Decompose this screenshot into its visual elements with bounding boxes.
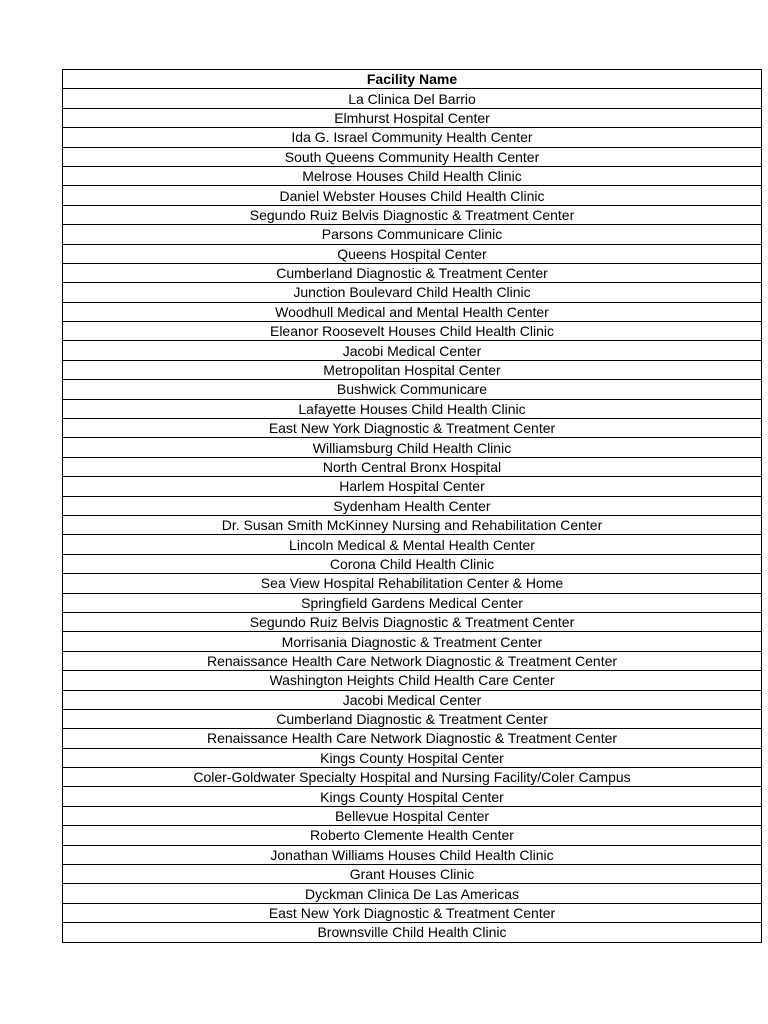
- table-row: [63, 671, 762, 690]
- table-row: [63, 380, 762, 399]
- table-row: [63, 574, 762, 593]
- facility-table: [62, 69, 762, 943]
- table-row: [63, 341, 762, 360]
- facility-name-cell: Morrisania Diagnostic & Treatment Center: [63, 632, 762, 651]
- table-row: [63, 457, 762, 476]
- table-row: [63, 419, 762, 438]
- table-row: [63, 903, 762, 922]
- facility-name-cell: Roberto Clemente Health Center: [63, 826, 762, 845]
- table-row: [63, 302, 762, 321]
- facility-name-cell: Sydenham Health Center: [63, 496, 762, 515]
- facility-name-cell: Jonathan Williams Houses Child Health Clinic: [63, 845, 762, 864]
- facility-name-cell: Grant Houses Clinic: [63, 865, 762, 884]
- facility-name-cell: Bellevue Hospital Center: [63, 806, 762, 825]
- facility-name-cell: Harlem Hospital Center: [63, 477, 762, 496]
- table-row: [63, 283, 762, 302]
- table-row: [63, 690, 762, 709]
- table-row: [63, 205, 762, 224]
- facility-name-header: Facility Name: [63, 70, 762, 89]
- facility-name-cell: Renaissance Health Care Network Diagnostic & Treatment Center: [63, 651, 762, 670]
- table-row: [63, 826, 762, 845]
- table-row: [63, 515, 762, 534]
- facility-name-cell: Eleanor Roosevelt Houses Child Health Clinic: [63, 322, 762, 341]
- spreadsheet-page: [62, 69, 762, 943]
- facility-name-cell: Lincoln Medical & Mental Health Center: [63, 535, 762, 554]
- facility-name-cell: Melrose Houses Child Health Clinic: [63, 166, 762, 185]
- table-row: [63, 438, 762, 457]
- table-row: [63, 884, 762, 903]
- table-row: [63, 787, 762, 806]
- table-row: [63, 147, 762, 166]
- facility-name-cell: Brownsville Child Health Clinic: [63, 923, 762, 942]
- facility-name-cell: Corona Child Health Clinic: [63, 554, 762, 573]
- table-row: [63, 477, 762, 496]
- facility-name-cell: Junction Boulevard Child Health Clinic: [63, 283, 762, 302]
- facility-name-cell: Elmhurst Hospital Center: [63, 108, 762, 127]
- facility-name-cell: Kings County Hospital Center: [63, 787, 762, 806]
- facility-name-cell: Springfield Gardens Medical Center: [63, 593, 762, 612]
- facility-table-body: [63, 89, 762, 942]
- table-row: [63, 845, 762, 864]
- table-row: [63, 496, 762, 515]
- facility-name-cell: South Queens Community Health Center: [63, 147, 762, 166]
- facility-name-cell: East New York Diagnostic & Treatment Center: [63, 903, 762, 922]
- facility-name-cell: Jacobi Medical Center: [63, 341, 762, 360]
- table-row: [63, 128, 762, 147]
- facility-name-cell: Queens Hospital Center: [63, 244, 762, 263]
- table-row: [63, 89, 762, 108]
- table-row: [63, 593, 762, 612]
- facility-name-cell: Metropolitan Hospital Center: [63, 360, 762, 379]
- facility-name-cell: Cumberland Diagnostic & Treatment Center: [63, 263, 762, 282]
- table-row: [63, 244, 762, 263]
- facility-name-cell: Parsons Communicare Clinic: [63, 225, 762, 244]
- table-row: [63, 748, 762, 767]
- facility-name-cell: Sea View Hospital Rehabilitation Center & Home: [63, 574, 762, 593]
- table-row: [63, 108, 762, 127]
- facility-name-cell: Lafayette Houses Child Health Clinic: [63, 399, 762, 418]
- facility-name-cell: Segundo Ruiz Belvis Diagnostic & Treatment Center: [63, 612, 762, 631]
- table-row: [63, 729, 762, 748]
- table-row: [63, 709, 762, 728]
- table-header-row: [63, 70, 762, 89]
- facility-name-cell: Bushwick Communicare: [63, 380, 762, 399]
- facility-name-cell: Kings County Hospital Center: [63, 748, 762, 767]
- facility-name-cell: North Central Bronx Hospital: [63, 457, 762, 476]
- table-row: [63, 166, 762, 185]
- facility-name-cell: Dyckman Clinica De Las Americas: [63, 884, 762, 903]
- table-row: [63, 399, 762, 418]
- facility-name-cell: Daniel Webster Houses Child Health Clinic: [63, 186, 762, 205]
- facility-name-cell: Coler-Goldwater Specialty Hospital and Nursing Facility/Coler Campus: [63, 768, 762, 787]
- facility-name-cell: La Clinica Del Barrio: [63, 89, 762, 108]
- table-row: [63, 554, 762, 573]
- table-row: [63, 322, 762, 341]
- facility-name-cell: Ida G. Israel Community Health Center: [63, 128, 762, 147]
- facility-name-cell: Woodhull Medical and Mental Health Center: [63, 302, 762, 321]
- table-row: [63, 768, 762, 787]
- table-row: [63, 225, 762, 244]
- facility-name-cell: Segundo Ruiz Belvis Diagnostic & Treatment Center: [63, 205, 762, 224]
- table-row: [63, 651, 762, 670]
- table-row: [63, 263, 762, 282]
- facility-name-cell: Williamsburg Child Health Clinic: [63, 438, 762, 457]
- facility-name-cell: East New York Diagnostic & Treatment Center: [63, 419, 762, 438]
- table-row: [63, 923, 762, 942]
- table-row: [63, 632, 762, 651]
- table-row: [63, 865, 762, 884]
- facility-name-cell: Jacobi Medical Center: [63, 690, 762, 709]
- facility-name-cell: Cumberland Diagnostic & Treatment Center: [63, 709, 762, 728]
- table-row: [63, 612, 762, 631]
- facility-name-cell: Renaissance Health Care Network Diagnostic & Treatment Center: [63, 729, 762, 748]
- table-row: [63, 535, 762, 554]
- table-row: [63, 806, 762, 825]
- facility-name-cell: Washington Heights Child Health Care Center: [63, 671, 762, 690]
- table-row: [63, 186, 762, 205]
- table-row: [63, 360, 762, 379]
- facility-name-cell: Dr. Susan Smith McKinney Nursing and Rehabilitation Center: [63, 515, 762, 534]
